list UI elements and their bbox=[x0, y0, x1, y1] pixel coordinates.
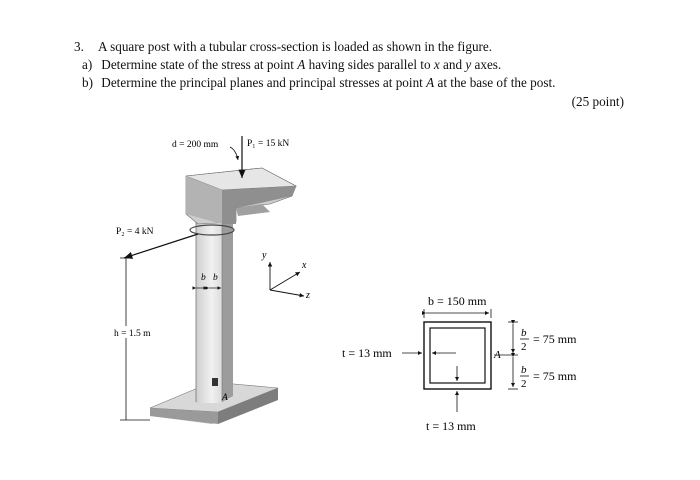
h-label: h = 1.5 m bbox=[114, 329, 151, 339]
t-left-label: t = 13 mm bbox=[342, 346, 392, 360]
top-bracket bbox=[186, 168, 296, 224]
b-label-2: b bbox=[213, 273, 218, 283]
part-a-x: x bbox=[433, 57, 440, 72]
b-dimension-label: b = 150 mm bbox=[428, 294, 487, 308]
part-a-point: A bbox=[297, 57, 306, 72]
part-a-label: a) bbox=[82, 57, 93, 72]
part-b-text-2: at the base of the post. bbox=[434, 75, 556, 90]
part-a-y: y bbox=[465, 57, 472, 72]
question-stem: A square post with a tubular cross-section is loaded as shown in the figure. bbox=[98, 39, 493, 54]
points-label: (25 point) bbox=[571, 94, 624, 109]
axis-y-label: y bbox=[262, 250, 267, 261]
section-point-a: A bbox=[494, 349, 501, 361]
t-bottom-label: t = 13 mm bbox=[426, 419, 476, 433]
cross-section-figure bbox=[342, 294, 577, 433]
p2-label: P₂ = 4 kN bbox=[116, 227, 154, 237]
part-b-text-1: Determine the principal planes and principal stresses at point bbox=[101, 75, 427, 90]
part-a-text-2: having sides parallel to bbox=[305, 57, 434, 72]
part-b-point: A bbox=[426, 75, 435, 90]
half-bottom-denominator: 2 bbox=[521, 378, 527, 390]
axis-z-label: z bbox=[306, 290, 310, 301]
half-top-numerator: b bbox=[521, 327, 527, 339]
part-a-text-3: and bbox=[439, 57, 466, 72]
post-point-a: A bbox=[222, 393, 228, 403]
question-number: 3. bbox=[74, 39, 84, 54]
axis-x-label: x bbox=[302, 260, 307, 271]
post-hole bbox=[212, 378, 218, 386]
half-top-denominator: 2 bbox=[521, 341, 527, 353]
d-leader bbox=[230, 147, 238, 160]
p1-label: P₁ = 15 kN bbox=[247, 139, 290, 149]
b-label-1: b bbox=[201, 273, 206, 283]
axes-triad bbox=[261, 250, 310, 301]
half-bottom-numerator: b bbox=[521, 364, 527, 376]
part-b-label: b) bbox=[82, 75, 93, 90]
tube-inner-wall bbox=[430, 328, 485, 383]
half-bottom-value: = 75 mm bbox=[533, 369, 577, 383]
p2-arrow bbox=[124, 234, 198, 258]
part-a-text-1: Determine state of the stress at point bbox=[101, 57, 298, 72]
half-top-value: = 75 mm bbox=[533, 332, 577, 346]
post-figure bbox=[110, 136, 310, 424]
part-a-text-4: axes. bbox=[471, 57, 502, 72]
d-label: d = 200 mm bbox=[172, 140, 219, 150]
